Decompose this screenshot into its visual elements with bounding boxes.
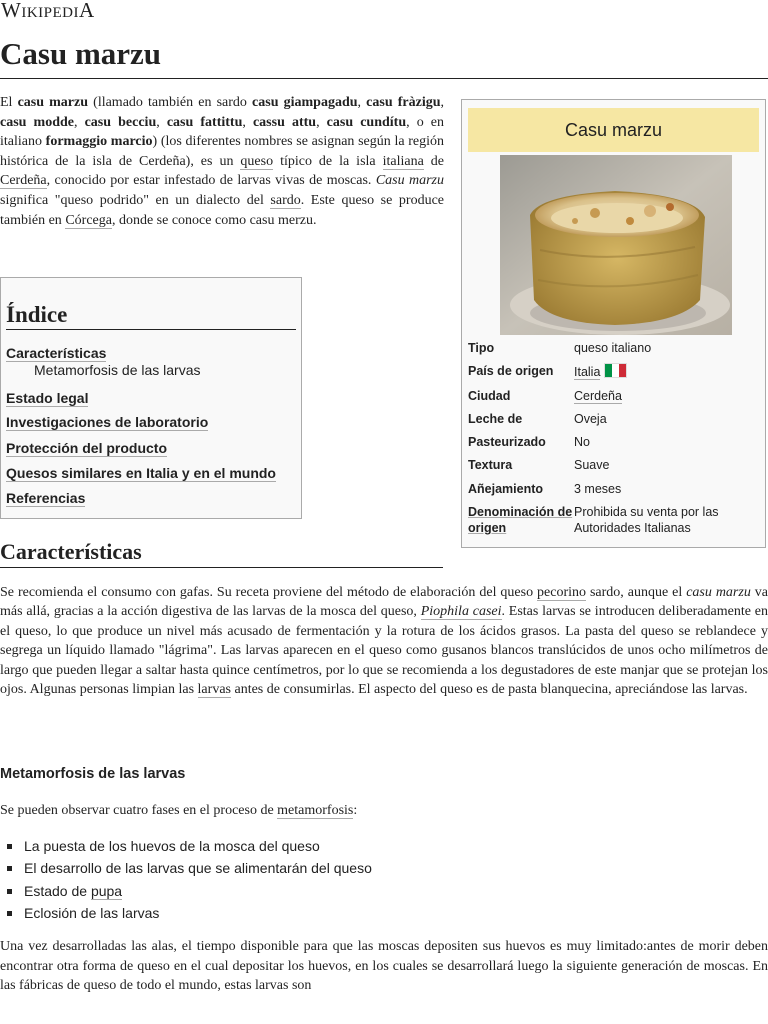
infobox-row <box>468 340 763 356</box>
text-run: casu marzu <box>686 585 751 600</box>
italy-flag-icon[interactable] <box>604 363 627 378</box>
bold-term: casu fattittu <box>166 114 243 130</box>
infobox-row <box>468 504 763 536</box>
infobox-value-cell <box>574 411 763 427</box>
text-run: , <box>440 95 444 110</box>
list-item-text: El desarrollo de las larvas que se alimentarán del queso <box>24 860 372 877</box>
toc-item[interactable]: Referencias <box>6 490 86 506</box>
text-run: sardo, aunque el <box>586 585 687 600</box>
phases-list <box>0 836 372 925</box>
infobox-key-cell <box>468 481 574 497</box>
list-item <box>0 881 372 903</box>
inline-link[interactable]: Córcega <box>65 212 112 228</box>
infobox-value: Oveja <box>574 411 607 426</box>
infobox-title: Casu marzu <box>468 108 759 152</box>
text-run: Se recomienda el consumo con gafas. Su receta proviene del método de elaboración del queso <box>0 585 538 600</box>
list-item <box>0 836 372 858</box>
infobox-value: No <box>574 435 590 450</box>
text-run: , <box>316 114 327 130</box>
link-metamorfosis[interactable]: metamorfosis <box>277 803 354 818</box>
infobox-row <box>468 481 763 497</box>
text-run: de <box>423 153 444 169</box>
infobox-value: 3 meses <box>574 481 622 496</box>
inline-link[interactable]: queso <box>240 153 274 169</box>
toc-item[interactable]: Metamorfosis de las larvas <box>34 362 201 378</box>
infobox-key[interactable]: Denominación de origen <box>468 505 573 536</box>
section-heading-caracteristicas: Características <box>0 539 443 568</box>
infobox-key-cell <box>468 363 574 380</box>
infobox-key: Leche de <box>468 411 523 426</box>
text-run: . Este queso se produce también en <box>0 192 444 228</box>
text-run: , <box>242 114 253 130</box>
infobox-rows <box>468 340 763 543</box>
text-run: El <box>0 95 18 110</box>
text-run: , conocido por estar infestado de larvas vivas de moscas. <box>46 173 376 189</box>
infobox-key: Ciudad <box>468 388 511 403</box>
infobox-key: Textura <box>468 458 513 473</box>
text-run: (llamado también en sardo <box>88 95 253 110</box>
inline-link[interactable]: italiana <box>382 153 424 169</box>
bold-term: formaggio marcio <box>45 134 153 150</box>
text-run: Casu marzu <box>375 173 444 189</box>
text-run: , <box>74 114 85 130</box>
square-bullet-icon <box>7 889 12 894</box>
text-run: va más allá, gracias a la acción digestiva de las larvas de la mosca del queso, <box>0 585 768 620</box>
table-of-contents <box>0 277 302 519</box>
infobox-value-cell <box>574 457 763 473</box>
toc-item[interactable]: Protección del producto <box>6 440 168 456</box>
infobox-value-cell <box>574 340 763 356</box>
infobox-value-cell <box>574 363 763 380</box>
infobox-value: Prohibida su venta por las Autoridades Italianas <box>574 505 719 536</box>
toc-item[interactable]: Estado legal <box>6 390 89 406</box>
square-bullet-icon <box>7 911 12 916</box>
bold-term: casu modde <box>0 114 74 130</box>
infobox-key: Añejamiento <box>468 481 544 496</box>
infobox-value: Suave <box>574 458 610 473</box>
text-run: típico de la isla <box>273 153 383 169</box>
caracteristicas-paragraph <box>0 583 768 699</box>
square-bullet-icon <box>7 844 12 849</box>
infobox-value-cell <box>574 504 763 536</box>
subsection-heading-metamorfosis: Metamorfosis de las larvas <box>0 766 186 782</box>
cheese-photo[interactable] <box>500 155 732 335</box>
toc-item[interactable]: Investigaciones de laboratorio <box>6 414 209 430</box>
infobox-key-cell <box>468 434 574 450</box>
wikipedia-wordmark[interactable]: WikipediA <box>1 0 95 22</box>
bold-term: casu cundítu <box>326 114 407 130</box>
infobox-row <box>468 363 763 380</box>
list-item-text: La puesta de los huevos de la mosca del queso <box>24 838 320 854</box>
infobox <box>461 99 766 548</box>
bold-term: casu fràzigu <box>366 95 441 110</box>
infobox-key: Tipo <box>468 341 495 355</box>
inline-link[interactable]: larvas <box>197 682 231 698</box>
list-item-text: Estado de <box>24 882 91 899</box>
metamorfosis-paragraph: Una vez desarrolladas las alas, el tiempo disponible para que las moscas depositen sus huevos es muy limitado:antes de morir deben encontrar otra forma de queso en el cual depositar los huevos, en los cuales se desarrollará luego la siguiente generación de moscas. En las fábricas de queso de todo el mundo, estas larvas son <box>0 939 768 994</box>
lead-paragraph <box>0 93 444 230</box>
text-run: , o en italiano <box>0 114 445 150</box>
text-run: , <box>156 114 167 130</box>
toc-title: Índice <box>6 302 296 330</box>
infobox-key: Pasteurizado <box>468 435 546 450</box>
infobox-row <box>468 388 763 404</box>
inline-link[interactable]: sardo <box>270 192 301 208</box>
infobox-row <box>468 457 763 473</box>
list-item-text: Eclosión de las larvas <box>24 904 160 921</box>
inline-link[interactable]: Cerdeña <box>0 173 47 189</box>
infobox-value-cell <box>574 388 763 404</box>
bold-term: casu giampagadu <box>252 95 358 110</box>
infobox-value-cell <box>574 481 763 497</box>
infobox-value-link[interactable]: Cerdeña <box>574 388 622 403</box>
infobox-value-link[interactable]: Italia <box>574 365 601 380</box>
text-run: . Estas larvas se introducen deliberadamente en el queso, lo que produce un nivel más acusado de fermentación y la rotura de los ácidos grasos. La pasta del queso se reblandece y segrega un líquido llamado "lágrima". Las larvas aparecen en el queso como gusanos blancos translúcidos de unos ocho milímetros de largo que pueden llegar a saltar hasta quince centímetros, por lo que se recomienda a los degustadores de este manjar que se protejan los ojos. Algunas personas limpian las <box>0 604 768 698</box>
square-bullet-icon <box>7 866 12 871</box>
infobox-row <box>468 411 763 427</box>
infobox-key: País de origen <box>468 364 554 379</box>
text-run: antes de consumirlas. El aspecto del queso es de pasta blanquecina, apreciándose las larvas. <box>230 682 748 698</box>
inline-link[interactable]: Piophila casei <box>420 604 502 620</box>
text-run: , donde se conoce como casu merzu. <box>111 212 317 228</box>
infobox-key-cell <box>468 411 574 427</box>
text-run: , <box>357 95 367 110</box>
bold-term: casu becciu <box>84 114 157 130</box>
bold-term: casu marzu <box>17 95 89 110</box>
infobox-key-cell <box>468 504 574 536</box>
list-item <box>0 858 372 880</box>
toc-item[interactable]: Quesos similares en Italia y en el mundo <box>6 465 276 481</box>
inline-link[interactable]: pecorino <box>537 585 587 600</box>
toc-item[interactable]: Características <box>6 345 107 361</box>
list-item <box>0 903 372 925</box>
infobox-value-cell <box>574 434 763 450</box>
text-run: ) (los diferentes nombres se asignan según la región histórica de la isla de Cerdeña), es un <box>0 134 444 169</box>
infobox-key-cell <box>468 388 574 404</box>
bold-term: cassu attu <box>252 114 317 130</box>
text-run: significa "queso podrido" en un dialecto del <box>0 192 271 208</box>
infobox-key-cell <box>468 340 574 356</box>
page-title: Casu marzu <box>0 36 768 79</box>
infobox-row <box>468 434 763 450</box>
infobox-key-cell <box>468 457 574 473</box>
metamorfosis-intro: Se pueden observar cuatro fases en el proceso de metamorfosis: <box>0 803 358 818</box>
infobox-value: queso italiano <box>574 341 652 355</box>
link-pupa[interactable]: pupa <box>90 882 123 899</box>
